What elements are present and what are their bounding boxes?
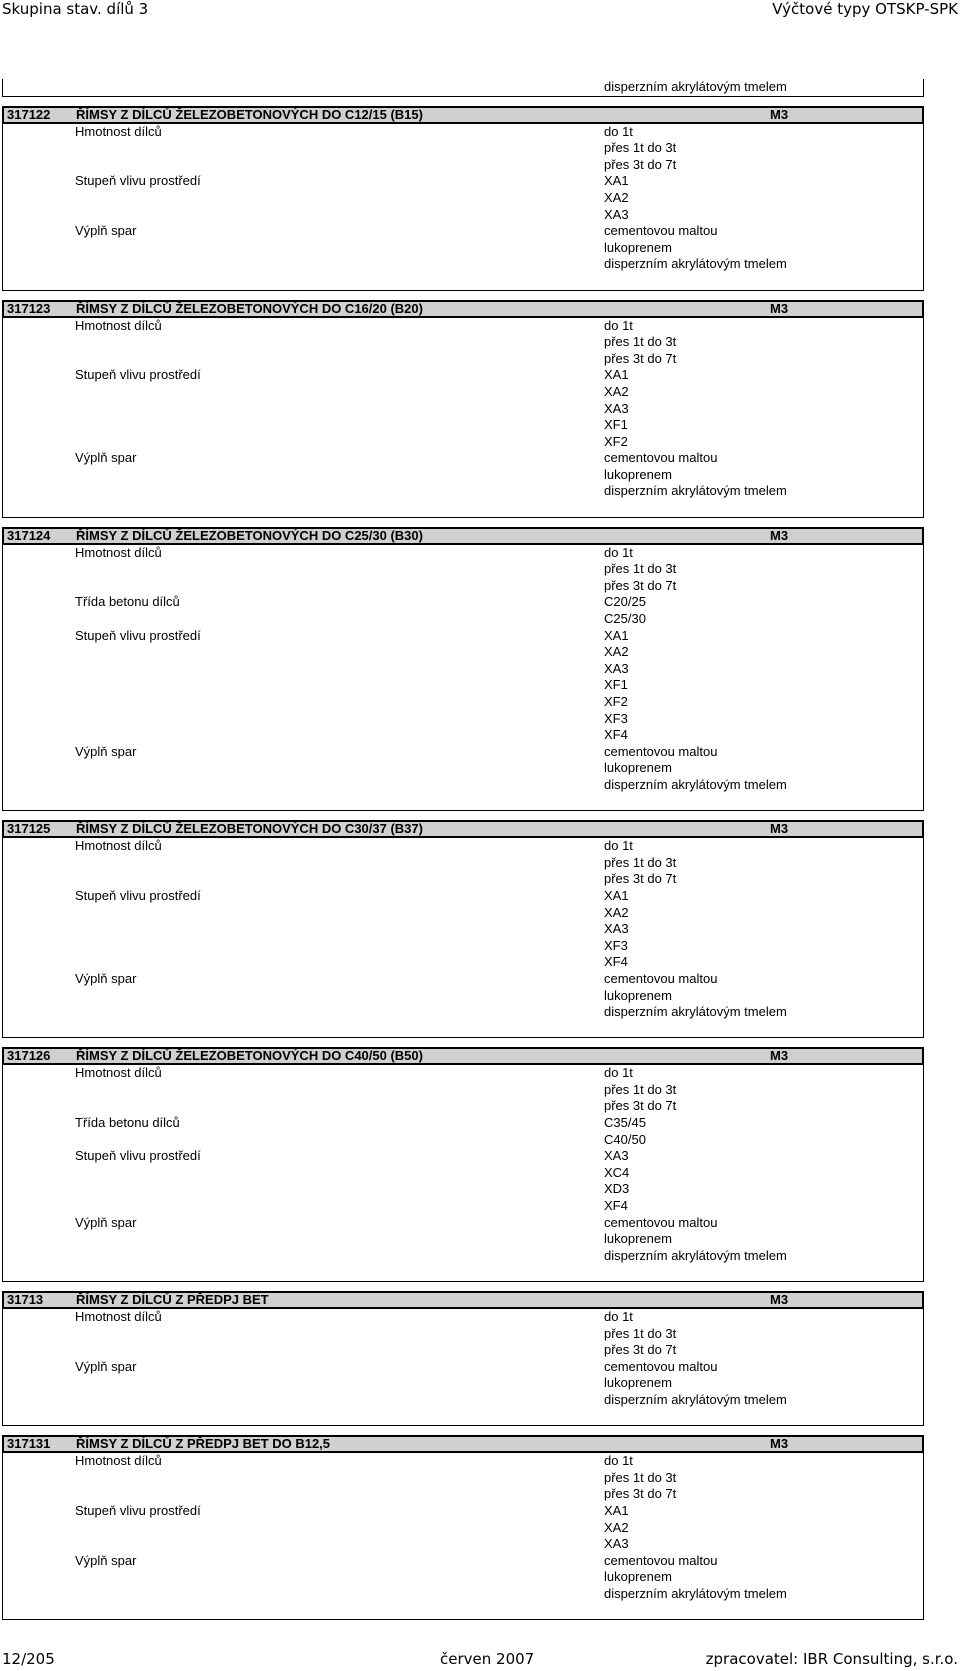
- entry-row: [3, 1231, 923, 1248]
- entry-row: [3, 384, 923, 401]
- entry-value: XF1: [604, 677, 628, 693]
- item-title: ŘÍMSY Z DÍLCŮ ŽELEZOBETONOVÝCH DO C40/50 (B50): [76, 1048, 423, 1064]
- item-header: [2, 1435, 924, 1453]
- item-unit: M3: [770, 1436, 789, 1452]
- entry-value: lukoprenem: [604, 987, 672, 1003]
- item-header: [2, 820, 924, 838]
- entry-row: [3, 1198, 923, 1215]
- entry-value: XA1: [604, 367, 629, 383]
- entry-value: XA2: [604, 189, 629, 205]
- entry-row: [3, 334, 923, 351]
- entry-label: Stupeň vlivu prostředí: [75, 887, 201, 903]
- item-section: [2, 1291, 924, 1426]
- entry-row: [3, 1553, 923, 1570]
- entry-label: Výplň spar: [75, 450, 137, 466]
- entry-row: [3, 578, 923, 595]
- entry-label: Stupeň vlivu prostředí: [75, 627, 201, 643]
- item-unit: M3: [770, 527, 789, 543]
- entry-value: do 1t: [604, 838, 633, 854]
- entry-value: C40/50: [604, 1131, 646, 1147]
- item-unit: M3: [770, 821, 789, 837]
- entry-value: cementovou maltou: [604, 1358, 718, 1374]
- entry-value: lukoprenem: [604, 239, 672, 255]
- entry-row: [3, 467, 923, 484]
- row-spacer: [3, 1603, 923, 1620]
- entry-row: [3, 483, 923, 500]
- entry-label: Stupeň vlivu prostředí: [75, 367, 201, 383]
- entry-value: XA2: [604, 644, 629, 660]
- entry-value: přes 3t do 7t: [604, 1486, 677, 1502]
- entry-row: [3, 611, 923, 628]
- entry-value: C25/30: [604, 611, 646, 627]
- footer-date: červen 2007: [440, 1650, 535, 1668]
- entry-value: přes 1t do 3t: [604, 140, 677, 156]
- entry-value: XA2: [604, 904, 629, 920]
- entry-value: disperzním akrylátovým tmelem: [604, 79, 787, 94]
- page-footer: [0, 1650, 960, 1670]
- item-header: [2, 106, 924, 124]
- item-section: [2, 527, 924, 812]
- entry-label: Výplň spar: [75, 223, 137, 239]
- entry-value: disperzním akrylátovým tmelem: [604, 776, 787, 792]
- entry-value: disperzním akrylátovým tmelem: [604, 1391, 787, 1407]
- entry-value: lukoprenem: [604, 1231, 672, 1247]
- entry-row: [3, 905, 923, 922]
- entry-value: do 1t: [604, 544, 633, 560]
- entry-value: přes 3t do 7t: [604, 156, 677, 172]
- entry-value: přes 3t do 7t: [604, 1342, 677, 1358]
- entry-value: lukoprenem: [604, 1569, 672, 1585]
- page-header-left: Skupina stav. dílů 3: [2, 0, 149, 18]
- entry-row: [3, 79, 923, 96]
- entry-value: XA2: [604, 1519, 629, 1535]
- entry-value: disperzním akrylátovým tmelem: [604, 1004, 787, 1020]
- item-code: 317131: [7, 1436, 51, 1452]
- entry-row: [3, 838, 923, 855]
- entry-row: [3, 1326, 923, 1343]
- entry-value: disperzním akrylátovým tmelem: [604, 1585, 787, 1601]
- item-section: [2, 1435, 924, 1620]
- entry-label: Hmotnost dílců: [75, 123, 162, 139]
- entry-value: do 1t: [604, 317, 633, 333]
- entry-row: [3, 1065, 923, 1082]
- section-gap: [2, 1426, 924, 1435]
- entry-row: [3, 594, 923, 611]
- entry-value: disperzním akrylátovým tmelem: [604, 483, 787, 499]
- entry-row: [3, 661, 923, 678]
- entry-row: [3, 1115, 923, 1132]
- entry-row: [3, 434, 923, 451]
- entry-row: [3, 628, 923, 645]
- entry-row: [3, 971, 923, 988]
- entry-value: lukoprenem: [604, 760, 672, 776]
- item-code: 317124: [7, 527, 51, 543]
- entry-row: [3, 124, 923, 141]
- entry-row: [3, 401, 923, 418]
- entry-row: [3, 1520, 923, 1537]
- entry-row: [3, 190, 923, 207]
- entry-row: [3, 1181, 923, 1198]
- item-body: [2, 1309, 924, 1426]
- section-gap: [2, 291, 924, 300]
- item-code: 31713: [7, 1292, 44, 1307]
- item-title: ŘÍMSY Z DÍLCŮ ŽELEZOBETONOVÝCH DO C12/15 (B15): [76, 106, 423, 122]
- entry-row: [3, 1586, 923, 1603]
- item-title: ŘÍMSY Z DÍLCŮ ŽELEZOBETONOVÝCH DO C30/37 (B37): [76, 821, 423, 837]
- item-section: [2, 820, 924, 1038]
- entry-value: přes 1t do 3t: [604, 334, 677, 350]
- entry-label: Výplň spar: [75, 743, 137, 759]
- item-code: 317123: [7, 300, 51, 316]
- document-content: [2, 79, 924, 1620]
- entry-value: přes 1t do 3t: [604, 1325, 677, 1341]
- item-body: [2, 1453, 924, 1620]
- entry-value: XC4: [604, 1164, 630, 1180]
- entry-value: XF4: [604, 1198, 628, 1214]
- item-title: ŘÍMSY Z DÍLCŮ Z PŘEDPJ BET: [76, 1292, 269, 1307]
- entry-value: XF2: [604, 433, 628, 449]
- entry-value: XD3: [604, 1181, 630, 1197]
- entry-value: do 1t: [604, 1309, 633, 1324]
- entry-row: [3, 561, 923, 578]
- item-header: [2, 1047, 924, 1065]
- continuation-block: [2, 79, 924, 97]
- item-section: [2, 1047, 924, 1282]
- entry-row: [3, 140, 923, 157]
- item-body: [2, 838, 924, 1038]
- entry-row: [3, 367, 923, 384]
- entry-value: cementovou maltou: [604, 970, 718, 986]
- entry-row: [3, 1569, 923, 1586]
- entry-row: [3, 1342, 923, 1359]
- entry-row: [3, 760, 923, 777]
- entry-value: disperzním akrylátovým tmelem: [604, 1247, 787, 1263]
- entry-value: XF2: [604, 694, 628, 709]
- entry-row: [3, 1359, 923, 1376]
- entry-label: Hmotnost dílců: [75, 1309, 162, 1324]
- entry-value: XF1: [604, 417, 628, 433]
- entry-value: C35/45: [604, 1115, 646, 1131]
- entry-value: cementovou maltou: [604, 743, 718, 759]
- entry-row: [3, 1486, 923, 1503]
- section-gap: [2, 1282, 924, 1291]
- entry-row: [3, 677, 923, 694]
- entry-label: Stupeň vlivu prostředí: [75, 1148, 201, 1164]
- entry-value: XA3: [604, 206, 629, 222]
- entry-value: cementovou maltou: [604, 450, 718, 466]
- entry-row: [3, 1536, 923, 1553]
- entry-row: [3, 1453, 923, 1470]
- entry-value: do 1t: [604, 123, 633, 139]
- entry-value: XA3: [604, 660, 629, 676]
- entry-label: Hmotnost dílců: [75, 317, 162, 333]
- entry-label: Třída betonu dílců: [75, 594, 180, 610]
- entry-label: Výplň spar: [75, 1214, 137, 1230]
- entry-value: cementovou maltou: [604, 223, 718, 239]
- entry-value: lukoprenem: [604, 1375, 672, 1391]
- entry-row: [3, 1375, 923, 1392]
- entry-row: [3, 727, 923, 744]
- entry-row: [3, 1392, 923, 1409]
- entry-value: přes 1t do 3t: [604, 854, 677, 870]
- item-header: [2, 527, 924, 545]
- entry-row: [3, 1165, 923, 1182]
- entry-row: [3, 256, 923, 273]
- row-spacer: [3, 1264, 923, 1281]
- entry-label: Výplň spar: [75, 1358, 137, 1374]
- entry-row: [3, 207, 923, 224]
- item-code: 317122: [7, 106, 51, 122]
- entry-row: [3, 1132, 923, 1149]
- entry-row: [3, 871, 923, 888]
- entry-value: XF3: [604, 937, 628, 953]
- entry-row: [3, 223, 923, 240]
- entry-row: [3, 1470, 923, 1487]
- entry-value: XA3: [604, 1536, 629, 1552]
- entry-value: disperzním akrylátovým tmelem: [604, 256, 787, 272]
- entry-row: [3, 1148, 923, 1165]
- entry-row: [3, 855, 923, 872]
- item-code: 317126: [7, 1048, 51, 1064]
- entry-row: [3, 545, 923, 562]
- entry-value: C20/25: [604, 594, 646, 610]
- item-title: ŘÍMSY Z DÍLCŮ Z PŘEDPJ BET DO B12,5: [76, 1436, 331, 1452]
- entry-value: do 1t: [604, 1453, 633, 1469]
- item-section: [2, 300, 924, 518]
- entry-label: Hmotnost dílců: [75, 838, 162, 854]
- entry-label: Výplň spar: [75, 970, 137, 986]
- footer-author: zpracovatel: IBR Consulting, s.r.o.: [705, 1650, 958, 1668]
- row-spacer: [3, 273, 923, 290]
- entry-row: [3, 1098, 923, 1115]
- entry-value: XF4: [604, 954, 628, 970]
- entry-value: XA3: [604, 400, 629, 416]
- page-header-right: Výčtové typy OTSKP-SPK: [772, 0, 958, 18]
- item-title: ŘÍMSY Z DÍLCŮ ŽELEZOBETONOVÝCH DO C25/30 (B30): [76, 527, 423, 543]
- entry-row: [3, 711, 923, 728]
- entry-value: XA2: [604, 383, 629, 399]
- entry-row: [3, 988, 923, 1005]
- entry-row: [3, 173, 923, 190]
- item-header: [2, 300, 924, 318]
- entry-value: přes 3t do 7t: [604, 350, 677, 366]
- row-spacer: [3, 500, 923, 517]
- item-unit: M3: [770, 1292, 789, 1307]
- section-gap: [2, 811, 924, 820]
- entry-value: přes 3t do 7t: [604, 871, 677, 887]
- item-unit: M3: [770, 300, 789, 316]
- item-body: [2, 124, 924, 291]
- entry-row: [3, 318, 923, 335]
- entry-row: [3, 1082, 923, 1099]
- page-header: [0, 0, 960, 22]
- entry-value: přes 3t do 7t: [604, 1098, 677, 1114]
- entry-row: [3, 1215, 923, 1232]
- entry-label: Hmotnost dílců: [75, 544, 162, 560]
- row-spacer: [3, 794, 923, 811]
- page-number: 12/205: [2, 1650, 55, 1668]
- entry-row: [3, 1248, 923, 1265]
- section-gap: [2, 97, 924, 106]
- entry-value: XA3: [604, 921, 629, 937]
- entry-value: cementovou maltou: [604, 1214, 718, 1230]
- entry-value: XF4: [604, 727, 628, 743]
- entry-row: [3, 694, 923, 711]
- entry-value: do 1t: [604, 1065, 633, 1081]
- entry-value: přes 1t do 3t: [604, 1081, 677, 1097]
- entry-value: XA3: [604, 1148, 629, 1164]
- entry-row: [3, 1309, 923, 1326]
- section-gap: [2, 518, 924, 527]
- entry-value: cementovou maltou: [604, 1552, 718, 1568]
- item-body: [2, 545, 924, 812]
- item-section: [2, 106, 924, 291]
- entry-value: přes 1t do 3t: [604, 1469, 677, 1485]
- entry-row: [3, 157, 923, 174]
- item-unit: M3: [770, 106, 789, 122]
- entry-row: [3, 744, 923, 761]
- entry-row: [3, 1004, 923, 1021]
- entry-value: přes 1t do 3t: [604, 561, 677, 577]
- entry-row: [3, 888, 923, 905]
- row-spacer: [3, 1409, 923, 1426]
- entry-value: XA1: [604, 1502, 629, 1518]
- entry-label: Výplň spar: [75, 1552, 137, 1568]
- entry-label: Hmotnost dílců: [75, 1065, 162, 1081]
- entry-label: Stupeň vlivu prostředí: [75, 1502, 201, 1518]
- item-body: [2, 1065, 924, 1282]
- item-code: 317125: [7, 821, 51, 837]
- entry-row: [3, 777, 923, 794]
- item-unit: M3: [770, 1048, 789, 1064]
- entry-row: [3, 417, 923, 434]
- entry-row: [3, 954, 923, 971]
- entry-value: XA1: [604, 627, 629, 643]
- entry-value: XA1: [604, 887, 629, 903]
- entry-value: lukoprenem: [604, 466, 672, 482]
- entry-row: [3, 450, 923, 467]
- entry-label: Stupeň vlivu prostředí: [75, 173, 201, 189]
- entry-value: XF3: [604, 710, 628, 726]
- entry-value: přes 3t do 7t: [604, 577, 677, 593]
- entry-row: [3, 921, 923, 938]
- row-spacer: [3, 1021, 923, 1038]
- entry-row: [3, 240, 923, 257]
- entry-label: Hmotnost dílců: [75, 1453, 162, 1469]
- section-gap: [2, 1038, 924, 1047]
- item-body: [2, 318, 924, 518]
- entry-row: [3, 644, 923, 661]
- entry-label: Třída betonu dílců: [75, 1115, 180, 1131]
- item-header: [2, 1291, 924, 1309]
- item-title: ŘÍMSY Z DÍLCŮ ŽELEZOBETONOVÝCH DO C16/20 (B20): [76, 300, 423, 316]
- entry-row: [3, 938, 923, 955]
- entry-row: [3, 1503, 923, 1520]
- entry-value: XA1: [604, 173, 629, 189]
- entry-row: [3, 351, 923, 368]
